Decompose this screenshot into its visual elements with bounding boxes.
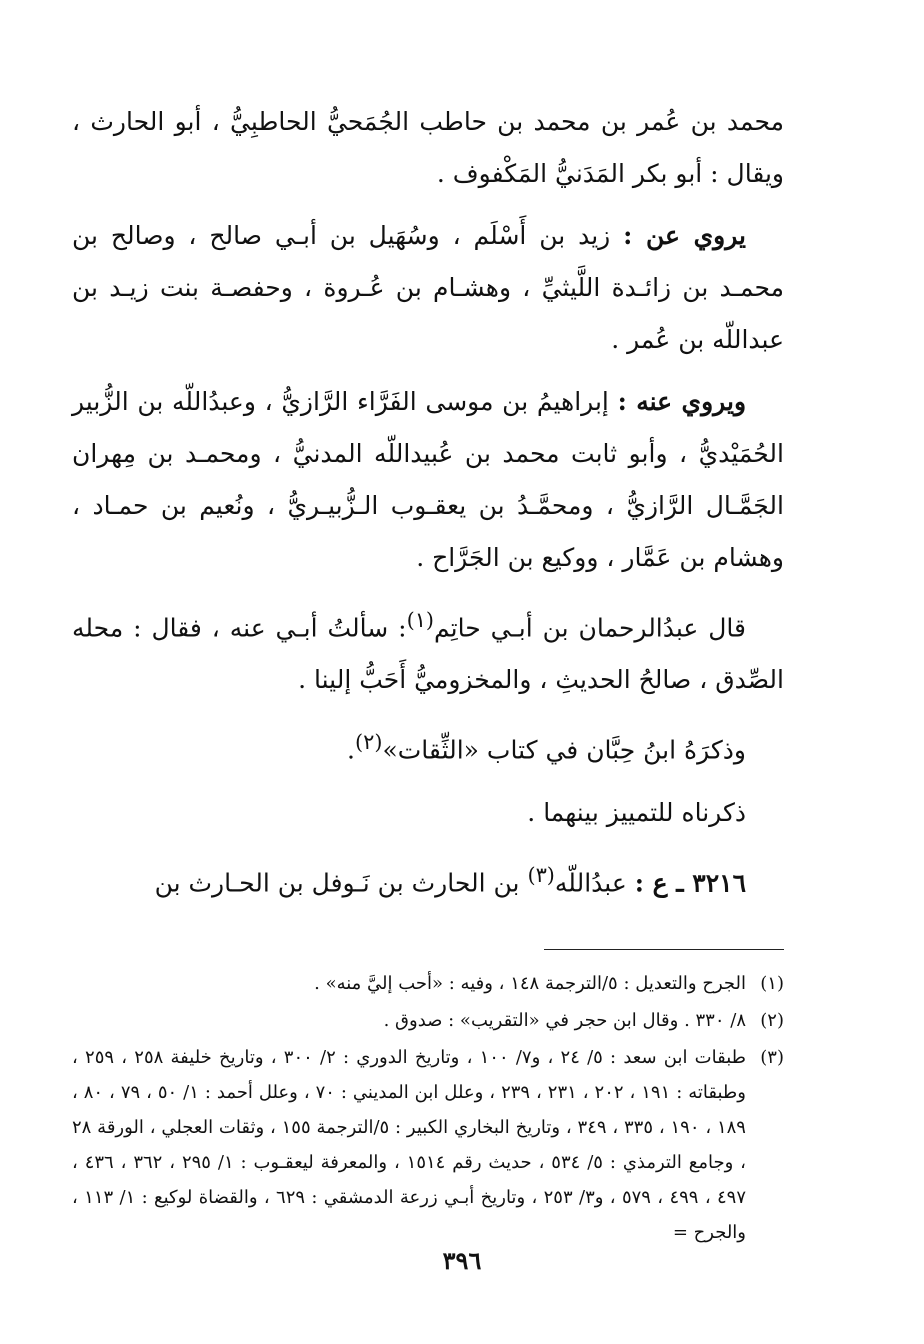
footnote-ref-1[interactable]: (١) (406, 608, 435, 632)
ibn-hibban-text: وذكرَهُ ابنُ حِبَّان في كتاب «الثِّقات» (382, 735, 746, 765)
footnote-text: طبقات ابن سعد : ٥/ ٢٤ ، و٧/ ١٠٠ ، وتاريخ الدوري : ٢/ ٣٠٠ ، وتاريخ خليفة ٢٥٨ ، ٢٥٩ ، وطبقاته : ١٩١ ، ٢٠٢ ، ٢٣١ ، ٢٣٩ ، وعلل ابن المديني : ٧٠ ، وعلل أحمد : ١/ ٥٠ ، ٧٩ ، ٨٠ ، ١٨٩ ، ١٩٠ ، ٣٣٥ ، ٣٤٩ ، وتاريخ البخاري الكبير : ٥/الترجمة ١٥٥ ، وثقات العجلي ، الورقة ٢٨ ، وجامع الترمذي : ٥/ ٥٣٤ ، حديث رقم ١٥١٤ ، والمعرفة ليعقـوب : ١/ ٢٩٥ ، ٣٦٢ ، ٤٣٦ ، ٤٩٧ ، ٤٩٩ ، ٥٧٩ ، و٣/ ٢٥٣ ، وتاريخ أبـي زرعة الدمشقي : ٦٢٩ ، والقضاة لوكيع : ١/ ١١٣ ، والجرح = (72, 1046, 746, 1243)
footnote-3 (72, 1040, 784, 1250)
intro-line-1: محمد بن عُمر بن محمد بن حاطب الجُمَحيُّ الحاطبِيُّ ، أبو الحارث ، (72, 107, 784, 136)
footnote-1 (72, 966, 784, 1001)
quote-intro: قال عبدُالرحمان بن أبـي حاتِم (434, 613, 746, 643)
ibn-hibban-mention (72, 716, 784, 776)
narrators-paragraph (72, 376, 784, 584)
narrators-label: ويروي عنه : (617, 387, 747, 416)
footnote-number: (١) (760, 972, 784, 994)
page-content (72, 96, 784, 1252)
footnote-number: (٢) (760, 1009, 784, 1031)
distinction-text: ذكرناه للتمييز بينهما . (527, 797, 746, 827)
footnote-text: الجرح والتعديل : ٥/الترجمة ١٤٨ ، وفيه : «أحب إليَّ منه» . (314, 972, 746, 994)
footnote-text: ٨/ ٣٣٠ . وقال ابن حجر في «التقريب» : صدوق . (383, 1009, 746, 1031)
footnote-number: (٣) (760, 1046, 784, 1068)
next-entry-start (72, 849, 784, 909)
quote-text: : سألتُ أبـي عنه ، فقال : محله الصِّدق ، صالحُ الحديثِ ، والمخزوميُّ أَحَبُّ إلينا . (72, 613, 784, 695)
narrates-from-paragraph (72, 210, 784, 366)
footnotes (72, 966, 784, 1250)
entry-number: ٣٢١٦ ـ ع : (634, 867, 746, 897)
entry-name: عبدُاللّه (554, 867, 627, 897)
intro-line-2: ويقال : أبو بكر المَدَنيُّ المَكْفوف . (436, 159, 784, 188)
page-number: ٣٩٦ (442, 1246, 482, 1275)
footnote-2 (72, 1003, 784, 1038)
main-text (72, 96, 784, 909)
distinction-note (72, 787, 784, 839)
narrates-from-label: يروي عن : (623, 221, 746, 250)
abu-hatim-quote (72, 594, 784, 706)
entry-rest: بن الحارث بن نَـوفل بن الحـارث بن (154, 867, 520, 897)
footnote-ref-2[interactable]: (٢) (355, 730, 383, 755)
footnote-separator (544, 949, 784, 950)
narrators-text: إبراهيمُ بن موسى الفَرَّاء الرَّازيُّ ، وعبدُاللّه بن الزُّبير الحُمَيْديُّ ، وأبو ثابت محمد بن عُبيداللّه المدنيُّ ، ومحمـد بن مِهران الجَمَّـال الرَّازيُّ ، ومحمَّـدُ بن يعقـوب الـزُّبيـريُّ ، ونُعيم بن حمـاد ، وهشام بن عَمَّار ، ووكيع بن الجَرَّاح . (72, 387, 784, 572)
ibn-hibban-end: . (347, 735, 355, 765)
biography-intro (72, 96, 784, 200)
footnote-ref-3[interactable]: (٣) (527, 862, 555, 887)
narrates-from-text: زيد بن أَسْلَم ، وسُهَيل بن أبـي صالح ، وصالح بن محمـد بن زائـدة اللَّيثيِّ ، وهشـام بن عُـروة ، وحفصـة بنت زيـد بن عبداللّه بن عُمر . (72, 221, 784, 354)
